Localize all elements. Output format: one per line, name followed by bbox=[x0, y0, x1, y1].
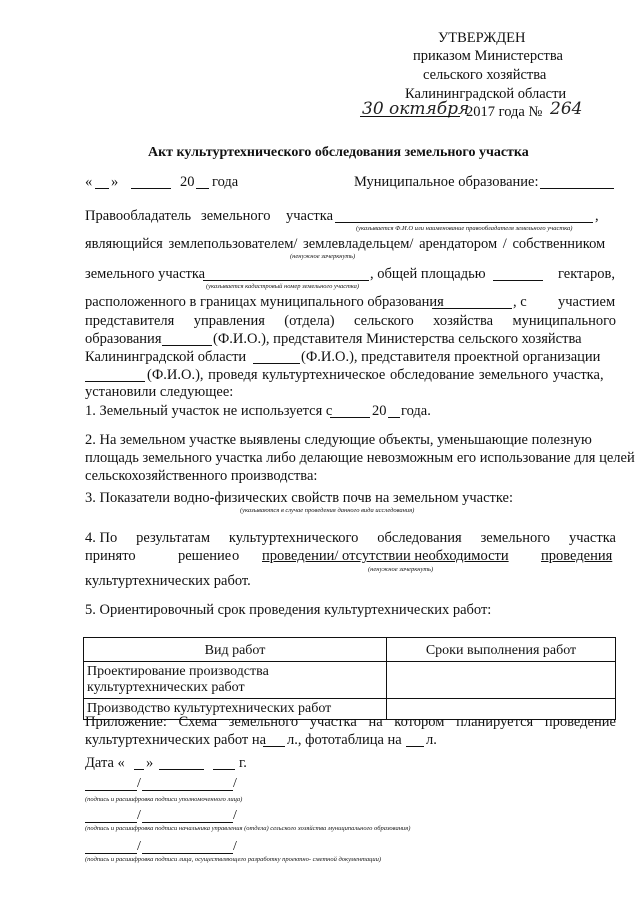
approval-date-handwritten: 30 октября bbox=[362, 99, 470, 119]
item3-hint: (указываются в случае проведения данного вида исследования) bbox=[240, 507, 415, 514]
item1-text: 1. Земельный участок не используется с bbox=[85, 403, 333, 419]
approval-line-3: Калининградской области bbox=[405, 86, 567, 102]
work-line: Проектирование производства bbox=[87, 664, 269, 679]
para-line3-b: (Ф.И.О.), представителя Министерства сельского хозяйства bbox=[213, 331, 582, 347]
item1-year-suffix: года. bbox=[401, 403, 431, 419]
para-line5: (Ф.И.О.), проведя культуртехническое обследование земельного участка, bbox=[147, 367, 604, 383]
status-hint: (ненужное зачеркнуть) bbox=[290, 253, 356, 260]
item3-text: 3. Показатели водно-физических свойств почв на земельном участке: bbox=[85, 490, 514, 506]
appendix-word: Приложение: bbox=[85, 714, 167, 730]
owner-word-3: участка bbox=[286, 208, 334, 224]
work-line: Производство культуртехнических работ bbox=[87, 701, 332, 716]
cadastral-blank[interactable] bbox=[203, 280, 369, 281]
item4-decision-options: проведении/ отсутствии необходимости bbox=[262, 548, 509, 564]
signature-2-slash-left: / bbox=[137, 808, 141, 823]
signature-3-name-line[interactable] bbox=[142, 853, 233, 854]
table-row bbox=[84, 662, 616, 699]
owner-word-2: земельного bbox=[201, 208, 271, 224]
project-org-rep-name-blank[interactable] bbox=[85, 381, 145, 382]
item1-year-blank[interactable] bbox=[388, 417, 400, 418]
page-title: Акт культуртехнического обследования земельного участка bbox=[148, 145, 529, 160]
plot-hint: (указывается кадастровый номер земельного участка) bbox=[206, 283, 360, 290]
signature-2-name-line[interactable] bbox=[142, 822, 233, 823]
signature-1-slash-right: / bbox=[233, 776, 237, 791]
plot-area-text: , общей площадью bbox=[370, 266, 486, 282]
owner-hint: (указывается Ф.И.О или наименование правообладателя земельного участка) bbox=[356, 225, 573, 232]
footer-year-blank[interactable] bbox=[213, 769, 235, 770]
appendix-sheets-blank[interactable] bbox=[263, 746, 285, 747]
footer-month-blank[interactable] bbox=[159, 769, 204, 770]
para-line2-word: представителя bbox=[85, 313, 175, 329]
signature-1-hint: (подпись и расшифровка подписи уполномоченного лица) bbox=[85, 796, 243, 803]
signature-3-slash-left: / bbox=[137, 839, 141, 854]
item2-line2: площадь земельного участка либо делающие невозможным его использование для целей bbox=[85, 450, 635, 466]
date-day-blank[interactable] bbox=[95, 188, 109, 189]
item4-line3: культуртехнических работ. bbox=[85, 573, 251, 589]
table-header-deadlines: Сроки выполнения работ bbox=[387, 638, 616, 662]
footer-date-label: Дата « bbox=[85, 755, 125, 771]
item4-line1 bbox=[85, 530, 616, 547]
para-line2 bbox=[85, 313, 616, 330]
signature-1-name-line[interactable] bbox=[142, 790, 233, 791]
approval-heading: УТВЕРЖДЕН bbox=[438, 30, 526, 46]
date-year-blank[interactable] bbox=[196, 188, 209, 189]
signature-1-slash-left: / bbox=[137, 776, 141, 791]
plot-unit: гектаров, bbox=[558, 266, 615, 282]
appendix-line2-b: л., фототаблица на bbox=[287, 732, 402, 748]
table-cell-term[interactable] bbox=[387, 662, 616, 699]
item4-line2-e: проведения bbox=[541, 548, 613, 564]
ministry-rep-name-blank[interactable] bbox=[253, 363, 300, 364]
item5-text: 5. Ориентировочный срок проведения культуртехнических работ: bbox=[85, 602, 492, 618]
item1-date-blank[interactable] bbox=[330, 417, 370, 418]
item4-line2-a: принято bbox=[85, 548, 136, 564]
status-text: являющийся землепользователем/ землевладельцем/ арендатором / собственником bbox=[85, 236, 606, 252]
table-header-row bbox=[84, 638, 616, 662]
date-open-quote: « bbox=[85, 174, 93, 190]
table-cell-work bbox=[84, 662, 387, 699]
item4-word: земельного bbox=[480, 530, 551, 546]
item4-word: результатам bbox=[136, 530, 211, 546]
signature-2-line[interactable] bbox=[85, 822, 137, 823]
appendix-word: земельного bbox=[228, 714, 299, 730]
footer-date-close: » bbox=[146, 755, 154, 771]
item4-word: обследования bbox=[377, 530, 462, 546]
approval-date-underline bbox=[360, 116, 460, 117]
para-line3-a: образования bbox=[85, 331, 162, 347]
item1-year-prefix: 20 bbox=[372, 403, 387, 419]
plot-label: земельного участка bbox=[85, 266, 206, 282]
footer-day-blank[interactable] bbox=[134, 769, 144, 770]
owner-word-1: Правообладатель bbox=[85, 208, 192, 224]
item2-line3: сельскохозяйственного производства: bbox=[85, 468, 318, 484]
appendix-line2-c: л. bbox=[426, 732, 437, 748]
appendix-word: планируется bbox=[456, 714, 534, 730]
work-line: культуртехнических работ bbox=[87, 680, 245, 695]
appendix-photo-sheets-blank[interactable] bbox=[406, 746, 424, 747]
para-line4-a: Калининградской области bbox=[85, 349, 247, 365]
signature-2-hint: (подпись и расшифровка подписи начальника управления (отдела) сельского хозяйства муниципального образования) bbox=[85, 825, 411, 832]
para-line1-b: , с bbox=[513, 294, 527, 310]
para-line1-c: участием bbox=[558, 294, 616, 310]
date-month-blank[interactable] bbox=[131, 188, 171, 189]
signature-3-line[interactable] bbox=[85, 853, 137, 854]
item4-line2-c: о bbox=[232, 548, 240, 564]
date-year-suffix: года bbox=[212, 174, 239, 190]
para-line6: установили следующее: bbox=[85, 384, 234, 400]
para-line2-word: (отдела) bbox=[284, 313, 335, 329]
para-line2-word: управления bbox=[193, 313, 265, 329]
para-line2-word: сельского bbox=[354, 313, 414, 329]
para-line2-word: муниципального bbox=[512, 313, 616, 329]
item4-word: культуртехнического bbox=[228, 530, 359, 546]
appendix-word: на bbox=[368, 714, 383, 730]
signature-2-slash-right: / bbox=[233, 808, 237, 823]
municipality-label: Муниципальное образование: bbox=[354, 174, 539, 190]
item2-line1: 2. На земельном участке выявлены следующие объекты, уменьшающие полезную bbox=[85, 432, 592, 448]
footer-year-suffix: г. bbox=[239, 755, 247, 771]
para-line1-a: расположенного в границах муниципального образования bbox=[85, 294, 444, 310]
approval-number-handwritten: 264 bbox=[550, 99, 583, 119]
item4-line2-b: решение bbox=[178, 548, 232, 564]
appendix-line2-a: культуртехнических работ на bbox=[85, 732, 267, 748]
appendix-word: проведение bbox=[544, 714, 616, 730]
para-line4-b: (Ф.И.О.), представителя проектной организации bbox=[301, 349, 601, 365]
item4-word: 4. По bbox=[85, 530, 118, 546]
appendix-word: Схема bbox=[178, 714, 218, 730]
municipality-name-blank[interactable] bbox=[432, 308, 512, 309]
date-year-prefix: 20 bbox=[180, 174, 195, 190]
appendix-line1 bbox=[85, 714, 616, 731]
area-blank[interactable] bbox=[493, 280, 543, 281]
owner-comma: , bbox=[595, 208, 599, 224]
municipality-blank[interactable] bbox=[540, 188, 614, 189]
date-close-quote: » bbox=[111, 174, 119, 190]
signature-3-hint: (подпись и расшифровка подписи лица, осуществляющего разработку проектно- сметной документации) bbox=[85, 856, 382, 863]
municipal-rep-name-blank[interactable] bbox=[162, 345, 212, 346]
owner-blank[interactable] bbox=[335, 222, 593, 223]
appendix-word: участка bbox=[309, 714, 357, 730]
appendix-word: котором bbox=[394, 714, 445, 730]
approval-line-1: приказом Министерства bbox=[413, 48, 563, 64]
approval-line-2: сельского хозяйства bbox=[423, 67, 547, 83]
approval-year-text: 2017 года № bbox=[466, 104, 543, 120]
table-header-work-type: Вид работ bbox=[84, 638, 387, 662]
signature-3-slash-right: / bbox=[233, 839, 237, 854]
para-line2-word: хозяйства bbox=[433, 313, 494, 329]
signature-1-line[interactable] bbox=[85, 790, 137, 791]
item4-hint: (ненужное зачеркнуть) bbox=[368, 566, 434, 573]
item4-word: участка bbox=[568, 530, 616, 546]
work-schedule-table bbox=[83, 637, 616, 720]
